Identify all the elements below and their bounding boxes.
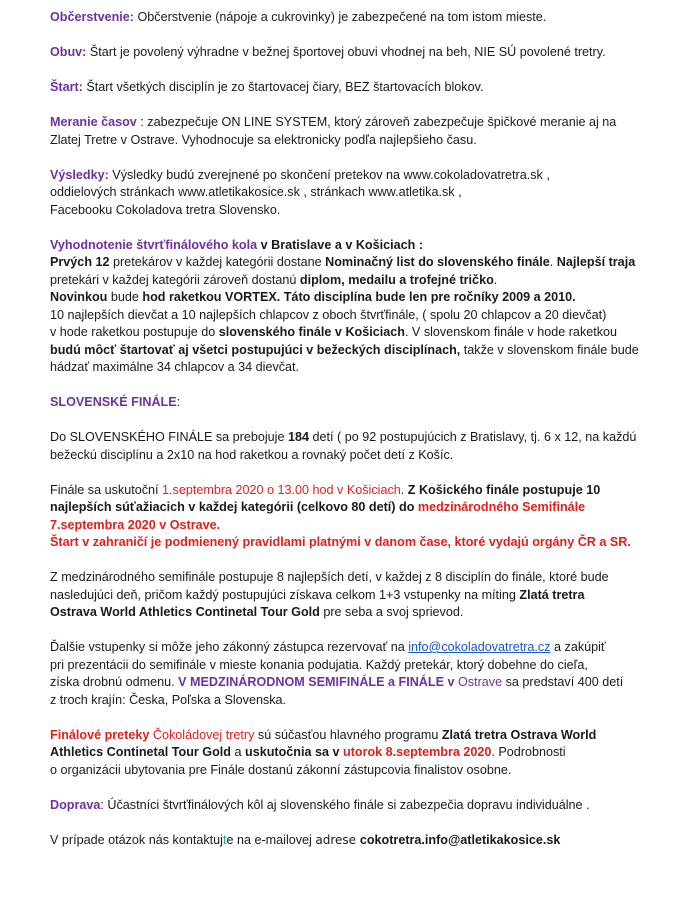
slovak-final-text: bežeckú disciplínu a 2x10 na hod raketkou a rovnaký počet detí z Košíc. <box>50 447 454 462</box>
slovak-final-text: . <box>400 482 408 497</box>
abroad-start-notice: Štart v zahraničí je podmienený pravidlami platnými v danom čase, ktoré vydajú orgány ČR a SR <box>50 535 628 549</box>
quarterfinal-text: . <box>493 272 498 287</box>
semifinal-highlight: medzinárodného Semifinále <box>417 500 586 514</box>
tickets-text: a zakúpiť <box>550 640 606 654</box>
contact-paragraph <box>50 832 678 850</box>
contact-text: V prípade otázok nás kontaktuj <box>50 832 223 847</box>
refreshment-paragraph <box>50 9 678 27</box>
results-paragraph <box>50 167 678 220</box>
timing-text-1: : zabezpečuje ON LINE SYSTEM, ktorý zároveň zabezpečuje špičkové meranie aj na <box>136 115 617 129</box>
quarterfinal-text: takže v slovenskom finále bude <box>460 342 639 357</box>
slovak-final-text: najlepších súťažiacich v každej kategórii (celkovo 80 detí) do <box>50 500 418 514</box>
results-text-1: Výsledky budú zverejnené po skončení pretekov na www.cokoladovatretra.sk , <box>108 167 550 182</box>
semifinal-paragraph <box>50 569 678 622</box>
quarterfinal-label: Vyhodnotenie štvrťfinálového kola <box>50 237 258 252</box>
contact-text: t <box>222 832 227 847</box>
finals-text: Zlatá tretra Ostrava World <box>441 727 597 742</box>
tickets-highlight: V MEDZINÁRODNOM SEMIFINÁLE a FINÁLE v <box>178 675 455 689</box>
quarterfinal-text: Najlepší traja <box>556 255 636 269</box>
slovak-final-heading <box>50 394 678 412</box>
slovak-final-date: 1.septembra 2020 o 13.00 hod v Košiciach <box>162 482 401 497</box>
quarterfinal-text: . <box>549 255 557 269</box>
quarterfinal-text: bude <box>107 290 143 304</box>
quarterfinal-text: . V slovenskom finále v hode raketkou <box>404 325 618 339</box>
quarterfinal-text: pretekárov v každej kategórii dostane <box>109 255 326 269</box>
tickets-highlight-city: Ostrave <box>454 675 503 689</box>
semifinal-text: Ostrava World Athletics Continetal Tour Gold <box>50 605 320 619</box>
finals-text: uskutočnia sa v <box>245 745 340 759</box>
refreshment-text: Občerstvenie (nápoje a cukrovinky) je zabezpečené na tom istom mieste. <box>134 10 547 24</box>
results-text-3: Facebooku Cokoladova tretra Slovensko. <box>50 202 281 217</box>
finals-date: utorok 8.septembra 2020 <box>339 745 492 759</box>
slovak-final-text: detí ( po 92 postupujúcich z Bratislavy, tj. 6 x 12, na každú <box>309 430 637 444</box>
finals-text: . Podrobnosti <box>491 745 566 759</box>
quarterfinal-label-colon: : <box>415 237 424 252</box>
quarterfinal-text: Prvých 12 <box>50 255 110 269</box>
transport-text: : Účastníci štvrťfinálových kôl aj slovenského finále si zabezpečia dopravu individuálne . <box>100 797 590 812</box>
timing-text-2: Zlatej Tretre v Ostrave. Vyhodnocuje sa elektronicky podľa najlepšieho času. <box>50 132 477 147</box>
contact-email[interactable]: cokotretra.info@atletikakosice.sk <box>359 832 561 847</box>
quarterfinal-label-cities: v Bratislave a v Košiciach <box>257 237 416 252</box>
start-label: Štart: <box>50 80 83 94</box>
quarterfinal-text: v hode raketkou postupuje do <box>50 325 219 339</box>
quarterfinal-text: 10 najlepších dievčat a 10 najlepších chlapcov z oboch štvrťfinále, ( spolu 20 chlapcov a 20 dievčat) <box>50 307 607 322</box>
quarterfinal-text: Novinkou <box>50 290 108 304</box>
quarterfinal-text: budú môcť štartovať aj všetci postupujúci v bežeckých disciplínach, <box>50 342 461 357</box>
timing-label: Meranie časov <box>50 115 137 129</box>
finals-text: Athletics Continetal Tour Gold <box>50 745 231 759</box>
slovak-final-count: 184 <box>287 430 309 444</box>
quarterfinal-text: diplom, medailu a trofejné tričko <box>299 272 494 287</box>
start-paragraph <box>50 79 678 97</box>
refreshment-label: Občerstvenie: <box>50 10 134 24</box>
finals-paragraph <box>50 727 678 780</box>
quarterfinal-text: pretekári v každej kategórii zároveň dostanú <box>50 272 300 287</box>
start-text: Štart všetkých disciplín je zo štartovacej čiary, BEZ štartovacích blokov. <box>82 80 484 94</box>
finals-label-name: Čokoládovej tretry <box>149 727 255 742</box>
tickets-text: sa predstaví 400 detí <box>502 675 624 689</box>
quarterfinal-text: hádzať maximálne 34 chlapcov a 34 dievčat. <box>50 360 300 374</box>
slovak-final-label: SLOVENSKÉ FINÁLE <box>50 395 177 409</box>
quarterfinal-text: hod raketkou VORTEX. Táto disciplína bude len pre ročníky 2009 a 2010. <box>142 290 576 304</box>
semifinal-text: Zlatá tretra <box>519 587 585 602</box>
semifinal-date: 7.septembra 2020 v Ostrave. <box>50 517 221 532</box>
contact-text: e na e-mailovej <box>226 832 316 847</box>
semifinal-text: Z medzinárodného semifinále postupuje 8 najlepších detí, v každej z 8 disciplín do finále, ktoré bude <box>50 570 609 584</box>
quarterfinal-paragraph <box>50 237 678 377</box>
semifinal-text: pre seba a svoj sprievod. <box>319 605 464 619</box>
abroad-start-notice-dot: . <box>627 535 631 549</box>
slovak-final-colon: : <box>176 395 181 409</box>
quarterfinal-text: slovenského finále v Košiciach <box>218 325 405 339</box>
slovak-final-text: Finále sa uskutoční <box>50 482 163 497</box>
tickets-paragraph <box>50 639 678 709</box>
tickets-text: z troch krajín: Česka, Poľska a Slovenska. <box>50 692 287 707</box>
semifinal-text: nasledujúci deň, pričom každý postupujúci získava celkom 1+3 vstupenky na míting <box>50 587 520 602</box>
timing-paragraph <box>50 114 678 149</box>
slovak-final-paragraph-1 <box>50 429 678 464</box>
finals-text: a <box>230 745 245 759</box>
shoes-paragraph <box>50 44 678 62</box>
ticket-email-link[interactable]: info@cokoladovatretra.cz <box>408 640 551 654</box>
finals-label: Finálové preteky <box>50 727 150 742</box>
transport-label: Doprava <box>50 797 101 812</box>
quarterfinal-text: Nominačný list do slovenského finále <box>325 255 550 269</box>
results-label: Výsledky: <box>50 167 109 182</box>
shoes-text: Štart je povolený výhradne v bežnej športovej obuvi vhodnej na beh, NIE SÚ povolené tretry. <box>86 45 606 59</box>
finals-text: sú súčasťou hlavného programu <box>254 727 442 742</box>
transport-paragraph <box>50 797 678 815</box>
slovak-final-text: Do SLOVENSKÉHO FINÁLE sa prebojuje <box>50 430 288 444</box>
contact-text: adrese <box>315 832 360 847</box>
tickets-text: pri prezentácii do semifinále v mieste konania podujatia. Každý pretekár, ktorý dobehne do cieľa, <box>50 657 588 672</box>
finals-text: o organizácii ubytovania pre Finále dostanú zákonní zástupcovia finalistov osobne. <box>50 762 512 777</box>
slovak-final-paragraph-2 <box>50 482 678 552</box>
shoes-label: Obuv: <box>50 45 87 59</box>
tickets-text: Ďalšie vstupenky si môže jeho zákonný zástupca rezervovať na <box>50 640 409 654</box>
results-text-2: oddielových stránkach www.atletikakosice.sk , stránkach www.atletika.sk , <box>50 185 462 199</box>
tickets-text: získa drobnú odmenu. <box>50 675 179 689</box>
slovak-final-text: Z Košického finále postupuje 10 <box>407 482 601 497</box>
